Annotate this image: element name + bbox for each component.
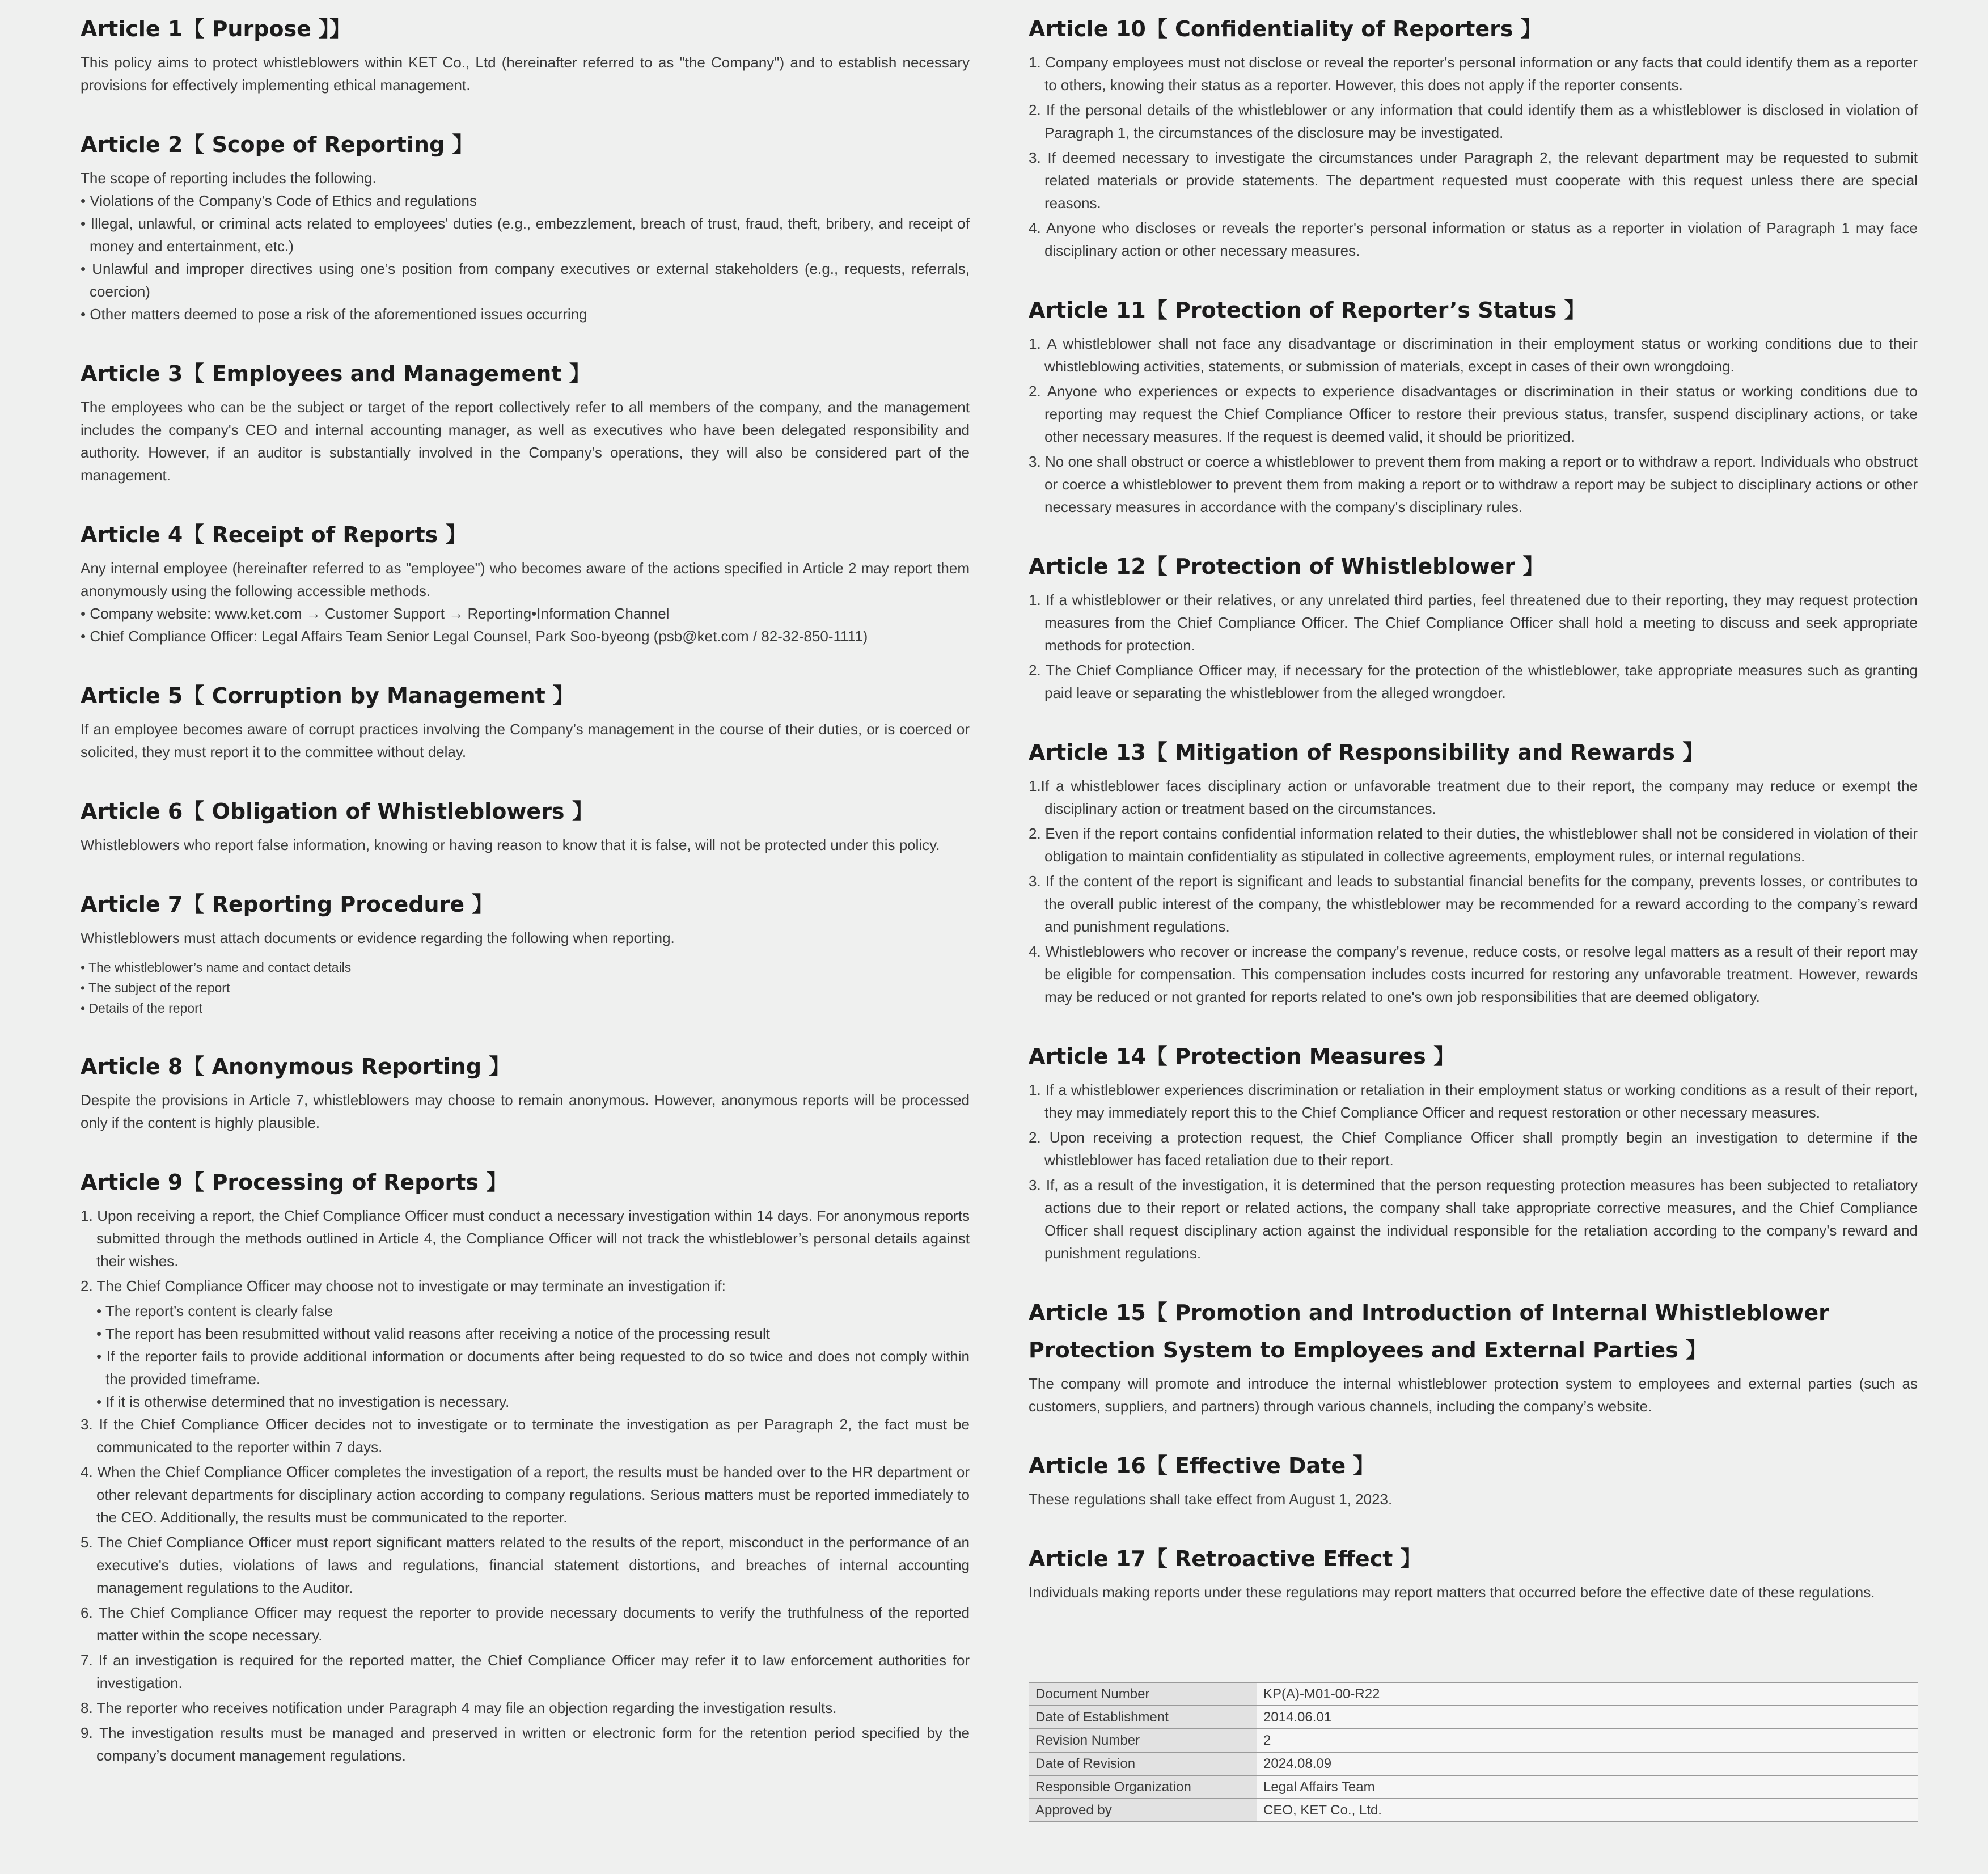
article-text: Whistleblowers who report false information, knowing or having reason to know that it is false, will not be protected under this policy. [81,836,940,853]
numbered-list [81,1413,970,1767]
bullet-item: • Company website: www.ket.com → Customer Support → Reporting•Information Channel [81,605,670,622]
list-item: 9. The investigation results must be managed and preserved in written or electronic form for the retention period specified by the company’s document management regulations. [81,1724,970,1764]
list-item: 3. If the content of the report is significant and leads to substantial financial benefits for the company, prevents losses, or contributes to the overall public interest of the company, the whistleblower may be recommended for a reward according to the company’s reward and punishment regulations. [1029,873,1918,935]
list-item: 4. Anyone who discloses or reveals the reporter's personal information or status as a reporter in violation of Paragraph 1 may face disciplinary action or other necessary measures. [1029,219,1918,259]
list-item: 6. The Chief Compliance Officer may request the reporter to provide necessary documents to verify the truthfulness of the reported matter within the scope necessary. [81,1604,970,1644]
list-item: 2. Anyone who experiences or expects to experience disadvantages or discrimination in their status or working conditions due to reporting may request the Chief Compliance Officer to restore their previous status, transfer, suspend disciplinary actions, or take other necessary measures. If the request is deemed valid, it should be prioritized. [1029,383,1918,445]
bullet-item: • Chief Compliance Officer: Legal Affairs Team Senior Legal Counsel, Park Soo-byeong (psb@ket.com / 82-32-850-1111) [81,628,868,645]
article-title: Article 2【 Scope of Reporting 】 [81,132,474,157]
article-9 [81,1164,970,1767]
article-11 [1029,291,1918,518]
article-title: Article 14【 Protection Measures 】 [1029,1044,1456,1069]
table-row [1029,1729,1918,1752]
article-15 [1029,1294,1918,1418]
list-item: 2. Even if the report contains confidential information related to their duties, the whistleblower shall not be considered in violation of their obligation to maintain confidentiality as stipulated in collective agreements, employment rules, or internal regulations. [1029,825,1918,865]
list-item: 2. The Chief Compliance Officer may, if necessary for the protection of the whistleblower, take appropriate measures such as granting paid leave or separating the whistleblower from the alleged wrongdoer. [1029,662,1918,701]
article-7 [81,886,970,1018]
table-row [1029,1799,1918,1822]
article-2 [81,126,970,325]
right-column [1029,10,1918,1633]
list-item: 8. The reporter who receives notification under Paragraph 4 may file an objection regarding the investigation results. [81,1699,837,1716]
numbered-list [81,1204,970,1297]
article-title: Article 12【 Protection of Whistleblower 】 [1029,554,1545,579]
list-item: 1. If a whistleblower experiences discrimination or retaliation in their employment status or working conditions as a result of their report, they may immediately report this to the Chief Compliance Officer and request restoration or other necessary measures. [1029,1081,1918,1121]
article-title: Article 17【 Retroactive Effect 】 [1029,1546,1422,1571]
list-item: 3. If, as a result of the investigation, it is determined that the person requesting protection measures has been subjected to retaliatory actions due to their report or related actions, the company shall take appropriate corrective measures, and the Chief Compliance Officer shall request disciplinary action against the individual responsible for the retaliation according to the company's reward and punishment regulations. [1029,1177,1918,1262]
article-4 [81,516,970,648]
table-key: Revision Number [1029,1729,1257,1752]
sub-bullet: • If the reporter fails to provide additional information or documents after being requested to do so twice and does not comply within the provided timeframe. [96,1348,970,1387]
table-row [1029,1752,1918,1775]
sub-bullet: • If it is otherwise determined that no investigation is necessary. [96,1393,510,1410]
article-title: Article 4【 Receipt of Reports 】 [81,522,467,547]
bullet-item: • The subject of the report [81,980,230,995]
list-item: 1. Company employees must not disclose or reveal the reporter's personal information or any facts that could identify them as a reporter to others, knowing their status as a reporter. However, this does not apply if the reporter consents. [1029,54,1918,94]
list-item-text: 2. The Chief Compliance Officer may choose not to investigate or may terminate an investigation if: [81,1277,726,1295]
article-text: The company will promote and introduce the internal whistleblower protection system to employees and external parties (such as customers, suppliers, and partners) through various channels, including the company’s website. [1029,1375,1918,1415]
table-row [1029,1775,1918,1799]
table-key: Approved by [1029,1799,1257,1822]
article-16 [1029,1447,1918,1511]
article-5 [81,677,970,763]
article-text: Any internal employee (hereinafter referred to as "employee") who becomes aware of the actions specified in Article 2 may report them anonymously using the following accessible methods. [81,560,970,599]
article-13 [1029,734,1918,1008]
bullet-item: • The whistleblower’s name and contact details [81,960,352,975]
table-value: 2014.06.01 [1257,1706,1918,1729]
article-title: Article 5【 Corruption by Management 】 [81,683,575,708]
article-title: Article 13【 Mitigation of Responsibility and Rewards 】 [1029,740,1704,765]
left-column [81,10,970,1796]
list-item: 4. When the Chief Compliance Officer completes the investigation of a report, the results must be handed over to the HR department or other relevant departments for disciplinary action according to company regulations. Serious matters must be reported immediately to the CEO. Additionally, the results must be communicated to the reporter. [81,1463,970,1526]
list-item: 1.If a whistleblower faces disciplinary action or unfavorable treatment due to their report, the company may reduce or exempt the disciplinary action or treatment based on the circumstances. [1029,777,1918,817]
table-value: CEO, KET Co., Ltd. [1257,1799,1918,1822]
article-title: Article 8【 Anonymous Reporting 】 [81,1054,511,1079]
article-title: Article 11【 Protection of Reporter’s Status 】 [1029,298,1586,323]
article-title: Article 3【 Employees and Management 】 [81,361,591,386]
article-title: Article 7【 Reporting Procedure 】 [81,892,494,917]
article-text: The employees who can be the subject or target of the report collectively refer to all members of the company, and the management includes the company's CEO and internal accounting manager, as well as executives who have been delegated responsibility and authority. However, if an auditor is substantially involved in the Company’s operations, they will also be considered part of the management. [81,399,970,484]
bullet-item: • Details of the report [81,1001,203,1016]
bullet-item: • Other matters deemed to pose a risk of the aforementioned issues occurring [81,306,587,323]
table-key: Responsible Organization [1029,1775,1257,1799]
numbered-list [1029,775,1918,1008]
article-10 [1029,10,1918,262]
bullet-item: • Unlawful and improper directives using one’s position from company executives or external stakeholders (e.g., requests, referrals, coercion) [81,260,970,300]
numbered-list [1029,332,1918,518]
article-title: Article 10【 Confidentiality of Reporters 】 [1029,16,1542,41]
article-text: Despite the provisions in Article 7, whistleblowers may choose to remain anonymous. However, anonymous reports will be processed only if the content is highly plausible. [81,1092,970,1131]
article-8 [81,1048,970,1134]
numbered-list [1029,589,1918,704]
article-intro: The scope of reporting includes the following. [81,170,377,187]
table-value: 2 [1257,1729,1918,1752]
article-text: This policy aims to protect whistleblowers within KET Co., Ltd (hereinafter referred to as "the Company") and to establish necessary provisions for effectively implementing ethical management. [81,54,970,94]
numbered-list [1029,51,1918,262]
article-title: Article 15【 Promotion and Introduction of Internal Whistleblower Protection System to Employees and External Parties 】 [1029,1300,1829,1363]
table-value: KP(A)-M01-00-R22 [1257,1682,1918,1706]
list-item [81,1275,970,1297]
table-value: 2024.08.09 [1257,1752,1918,1775]
article-17 [1029,1540,1918,1604]
table-key: Date of Establishment [1029,1706,1257,1729]
table-key: Document Number [1029,1682,1257,1706]
table-row [1029,1706,1918,1729]
bullet-item: • Violations of the Company’s Code of Ethics and regulations [81,192,477,209]
article-12 [1029,548,1918,704]
table-key: Date of Revision [1029,1752,1257,1775]
list-item: 2. Upon receiving a protection request, the Chief Compliance Officer shall promptly begin an investigation to determine if the whistleblower has faced retaliation due to their report. [1029,1129,1918,1169]
list-item: 7. If an investigation is required for the reported matter, the Chief Compliance Officer may refer it to law enforcement authorities for investigation. [81,1652,970,1691]
numbered-list [1029,1078,1918,1264]
list-item: 1. Upon receiving a report, the Chief Compliance Officer must conduct a necessary investigation within 14 days. For anonymous reports submitted through the methods outlined in Article 4, the Compliance Officer will not track the whistleblower’s personal details against their wishes. [81,1207,970,1270]
document-info-table [1029,1682,1918,1822]
table-row [1029,1682,1918,1706]
list-item: 3. If the Chief Compliance Officer decides not to investigate or to terminate the investigation as per Paragraph 2, the fact must be communicated to the reporter within 7 days. [81,1416,970,1456]
list-item: 2. If the personal details of the whistleblower or any information that could identify them as a whistleblower is disclosed in violation of Paragraph 1, the circumstances of the disclosure may be investigated. [1029,101,1918,141]
article-title: Article 1【 Purpose 】】 [81,16,352,41]
article-text: If an employee becomes aware of corrupt practices involving the Company’s management in the course of their duties, or is coerced or solicited, they must report it to the committee without delay. [81,721,970,760]
article-6 [81,793,970,856]
article-3 [81,355,970,487]
sub-bullet: • The report has been resubmitted without valid reasons after receiving a notice of the processing result [96,1325,770,1342]
list-item: 3. No one shall obstruct or coerce a whistleblower to prevent them from making a report or to withdraw a report. Individuals who obstruct or coerce a whistleblower to prevent them from making a report or to withdraw a report may be subject to disciplinary actions or other necessary measures in accordance with the company's disciplinary rules. [1029,453,1918,515]
article-title: Article 6【 Obligation of Whistleblowers 】 [81,799,594,824]
article-title: Article 9【 Processing of Reports 】 [81,1170,508,1195]
article-1 [81,10,970,96]
list-item: 1. A whistleblower shall not face any disadvantage or discrimination in their employment status or working conditions due to their whistleblowing activities, statements, or submission of materials, except in cases of their own wrongdoing. [1029,335,1918,375]
list-item: 3. If deemed necessary to investigate the circumstances under Paragraph 2, the relevant department may be requested to submit related materials or provide statements. The department requested must cooperate with this request unless there are special reasons. [1029,149,1918,211]
table-value: Legal Affairs Team [1257,1775,1918,1799]
list-item: 1. If a whistleblower or their relatives, or any unrelated third parties, feel threatened due to their reporting, they may request protection measures from the Chief Compliance Officer. The Chief Compliance Officer shall hold a meeting to discuss and seek appropriate methods for protection. [1029,591,1918,654]
bullet-item: • Illegal, unlawful, or criminal acts related to employees' duties (e.g., embezzlement, breach of trust, fraud, theft, bribery, and receipt of money and entertainment, etc.) [81,215,970,255]
article-title: Article 16【 Effective Date 】 [1029,1453,1375,1478]
list-item: 5. The Chief Compliance Officer must report significant matters related to the results of the report, misconduct in the performance of an executive's duties, violations of laws and regulations, financial statement distortions, and breaches of internal accounting management regulations to the Auditor. [81,1534,970,1596]
article-text: Whistleblowers must attach documents or evidence regarding the following when reporting. [81,929,675,946]
article-text: Individuals making reports under these regulations may report matters that occurred before the effective date of these regulations. [1029,1584,1875,1601]
article-14 [1029,1038,1918,1264]
sub-bullet: • The report’s content is clearly false [96,1302,333,1319]
list-item: 4. Whistleblowers who recover or increase the company's revenue, reduce costs, or resolve legal matters as a result of their report may be eligible for compensation. This compensation includes costs incurred for restoring any unfavorable treatment. However, rewards may be reduced or not granted for reports related to one's own job responsibilities that are deemed obligatory. [1029,943,1918,1005]
article-text: These regulations shall take effect from August 1, 2023. [1029,1491,1393,1508]
spacer [81,949,970,957]
